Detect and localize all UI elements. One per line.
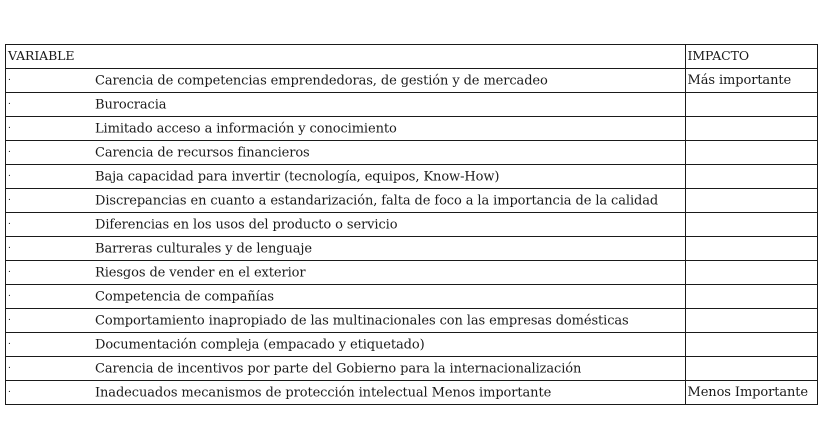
variable-cell	[6, 165, 686, 189]
bullet-marker: ·	[8, 291, 11, 301]
variable-text: Riesgos de vender en el exterior	[95, 265, 306, 280]
variable-cell	[6, 333, 686, 357]
bullet-marker: ·	[8, 195, 11, 205]
variable-text: Documentación compleja (empacado y etiquetado)	[95, 337, 425, 352]
table-row	[6, 357, 818, 381]
variable-text: Limitado acceso a información y conocimiento	[95, 121, 397, 136]
table-row	[6, 69, 818, 93]
impacto-cell	[685, 237, 818, 261]
table-row	[6, 93, 818, 117]
bullet-marker: ·	[8, 99, 11, 109]
bullet-marker: ·	[8, 387, 11, 397]
table-row	[6, 309, 818, 333]
table-row	[6, 141, 818, 165]
impacto-cell	[685, 189, 818, 213]
variable-text: Carencia de competencias emprendedoras, de gestión y de mercadeo	[95, 73, 548, 88]
header-variable: VARIABLE	[6, 45, 686, 69]
variable-text: Comportamiento inapropiado de las multinacionales con las empresas domésticas	[95, 313, 629, 328]
variable-cell	[6, 69, 686, 93]
impacto-cell	[685, 333, 818, 357]
impacto-cell	[685, 285, 818, 309]
variable-text: Barreras culturales y de lenguaje	[95, 241, 312, 256]
bullet-marker: ·	[8, 219, 11, 229]
bullet-marker: ·	[8, 123, 11, 133]
variable-text: Carencia de incentivos por parte del Gobierno para la internacionalización	[95, 361, 582, 376]
variable-cell	[6, 309, 686, 333]
bullet-marker: ·	[8, 243, 11, 253]
table-row	[6, 189, 818, 213]
variable-text: Competencia de compañías	[95, 289, 274, 304]
variable-cell	[6, 93, 686, 117]
variable-text: Diferencias en los usos del producto o servicio	[95, 217, 398, 232]
variable-cell	[6, 213, 686, 237]
impacto-cell	[685, 93, 818, 117]
variable-text: Baja capacidad para invertir (tecnología, equipos, Know-How)	[95, 169, 500, 184]
bullet-marker: ·	[8, 147, 11, 157]
impacto-cell	[685, 357, 818, 381]
variable-cell	[6, 237, 686, 261]
impacto-cell: Menos Importante	[685, 381, 818, 405]
bullet-marker: ·	[8, 363, 11, 373]
variable-cell	[6, 141, 686, 165]
variable-cell	[6, 381, 686, 405]
impacto-cell	[685, 141, 818, 165]
impacto-cell	[685, 165, 818, 189]
impacto-cell	[685, 261, 818, 285]
header-impacto: IMPACTO	[685, 45, 818, 69]
table-row	[6, 117, 818, 141]
variable-cell	[6, 261, 686, 285]
impacto-cell	[685, 117, 818, 141]
barriers-table	[5, 44, 818, 405]
variable-text: Inadecuados mecanismos de protección intelectual Menos importante	[95, 385, 552, 400]
bullet-marker: ·	[8, 267, 11, 277]
bullet-marker: ·	[8, 171, 11, 181]
variable-cell	[6, 357, 686, 381]
variable-cell	[6, 285, 686, 309]
bullet-marker: ·	[8, 315, 11, 325]
impacto-cell: Más importante	[685, 69, 818, 93]
impacto-cell	[685, 309, 818, 333]
variable-cell	[6, 189, 686, 213]
variable-cell	[6, 117, 686, 141]
variable-text: Carencia de recursos financieros	[95, 145, 310, 160]
table-row	[6, 261, 818, 285]
bullet-marker: ·	[8, 75, 11, 85]
bullet-marker: ·	[8, 339, 11, 349]
impacto-cell	[685, 213, 818, 237]
table-row	[6, 381, 818, 405]
table-row	[6, 285, 818, 309]
variable-text: Burocracia	[95, 97, 167, 112]
variable-text: Discrepancias en cuanto a estandarización, falta de foco a la importancia de la calidad	[95, 193, 659, 208]
table-row	[6, 165, 818, 189]
table-row	[6, 213, 818, 237]
table-header-row	[6, 45, 818, 69]
table-row	[6, 333, 818, 357]
table-row	[6, 237, 818, 261]
